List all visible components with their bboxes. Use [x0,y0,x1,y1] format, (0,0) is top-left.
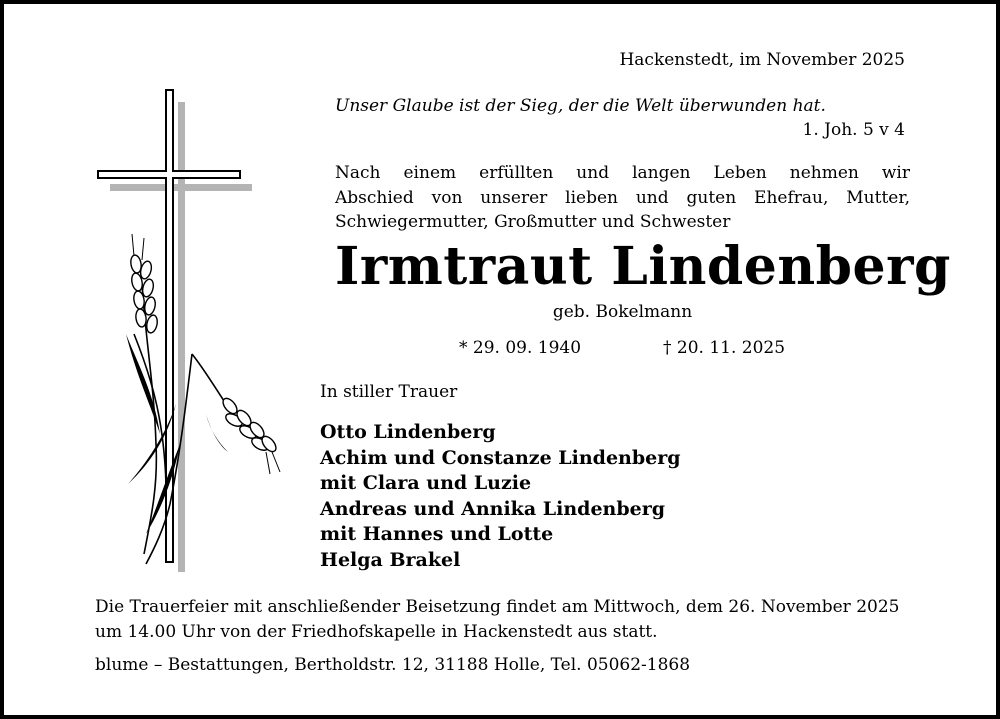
mourner-name: Helga Brakel [320,548,461,571]
mourner-name: Achim und Constanze Lindenberg [320,446,681,469]
mourning-label: In stiller Trauer [320,382,458,402]
bible-verse: Unser Glaube ist der Sieg, der die Welt überwunden hat. [335,96,826,116]
obituary-notice [4,4,996,715]
birth-date: * 29. 09. 1940 [459,338,582,358]
undertaker-info: blume – Bestattungen, Bertholdstr. 12, 31188 Holle, Tel. 05062-1868 [95,655,691,675]
mourner-name: Otto Lindenberg [320,421,496,443]
intro-line-2: Abschied von unserer lieben und guten Ehefrau, Mutter, [335,187,910,208]
bible-verse-reference: 1. Joh. 5 v 4 [802,120,905,140]
mourner-name: mit Hannes und Lotte [320,523,554,545]
wheat-leaf-icon [126,334,228,534]
place-date: Hackenstedt, im November 2025 [619,50,905,70]
funeral-info: Die Trauerfeier mit anschließender Beisetzung findet am Mittwoch, dem 26. November 2025 um 14.00 Uhr von der Friedhofskapelle in Hackenstedt aus statt. [95,597,900,642]
cross-with-wheat-icon [94,84,294,574]
death-date: † 20. 11. 2025 [663,338,786,358]
mourner-name: Andreas und Annika Lindenberg [320,497,666,520]
intro-line-3: Schwiegermutter, Großmutter und Schwester [335,212,731,232]
mourners-list [320,420,681,573]
deceased-name: Irmtraut Lindenberg [335,236,951,297]
cross-icon [98,90,240,562]
intro-text [335,161,910,235]
maiden-name: geb. Bokelmann [552,302,693,322]
intro-line-1: Nach einem erfüllten und langen Leben nehmen wir [335,163,910,183]
mourner-name: mit Clara und Luzie [320,472,532,494]
wheat-grains [130,254,279,454]
